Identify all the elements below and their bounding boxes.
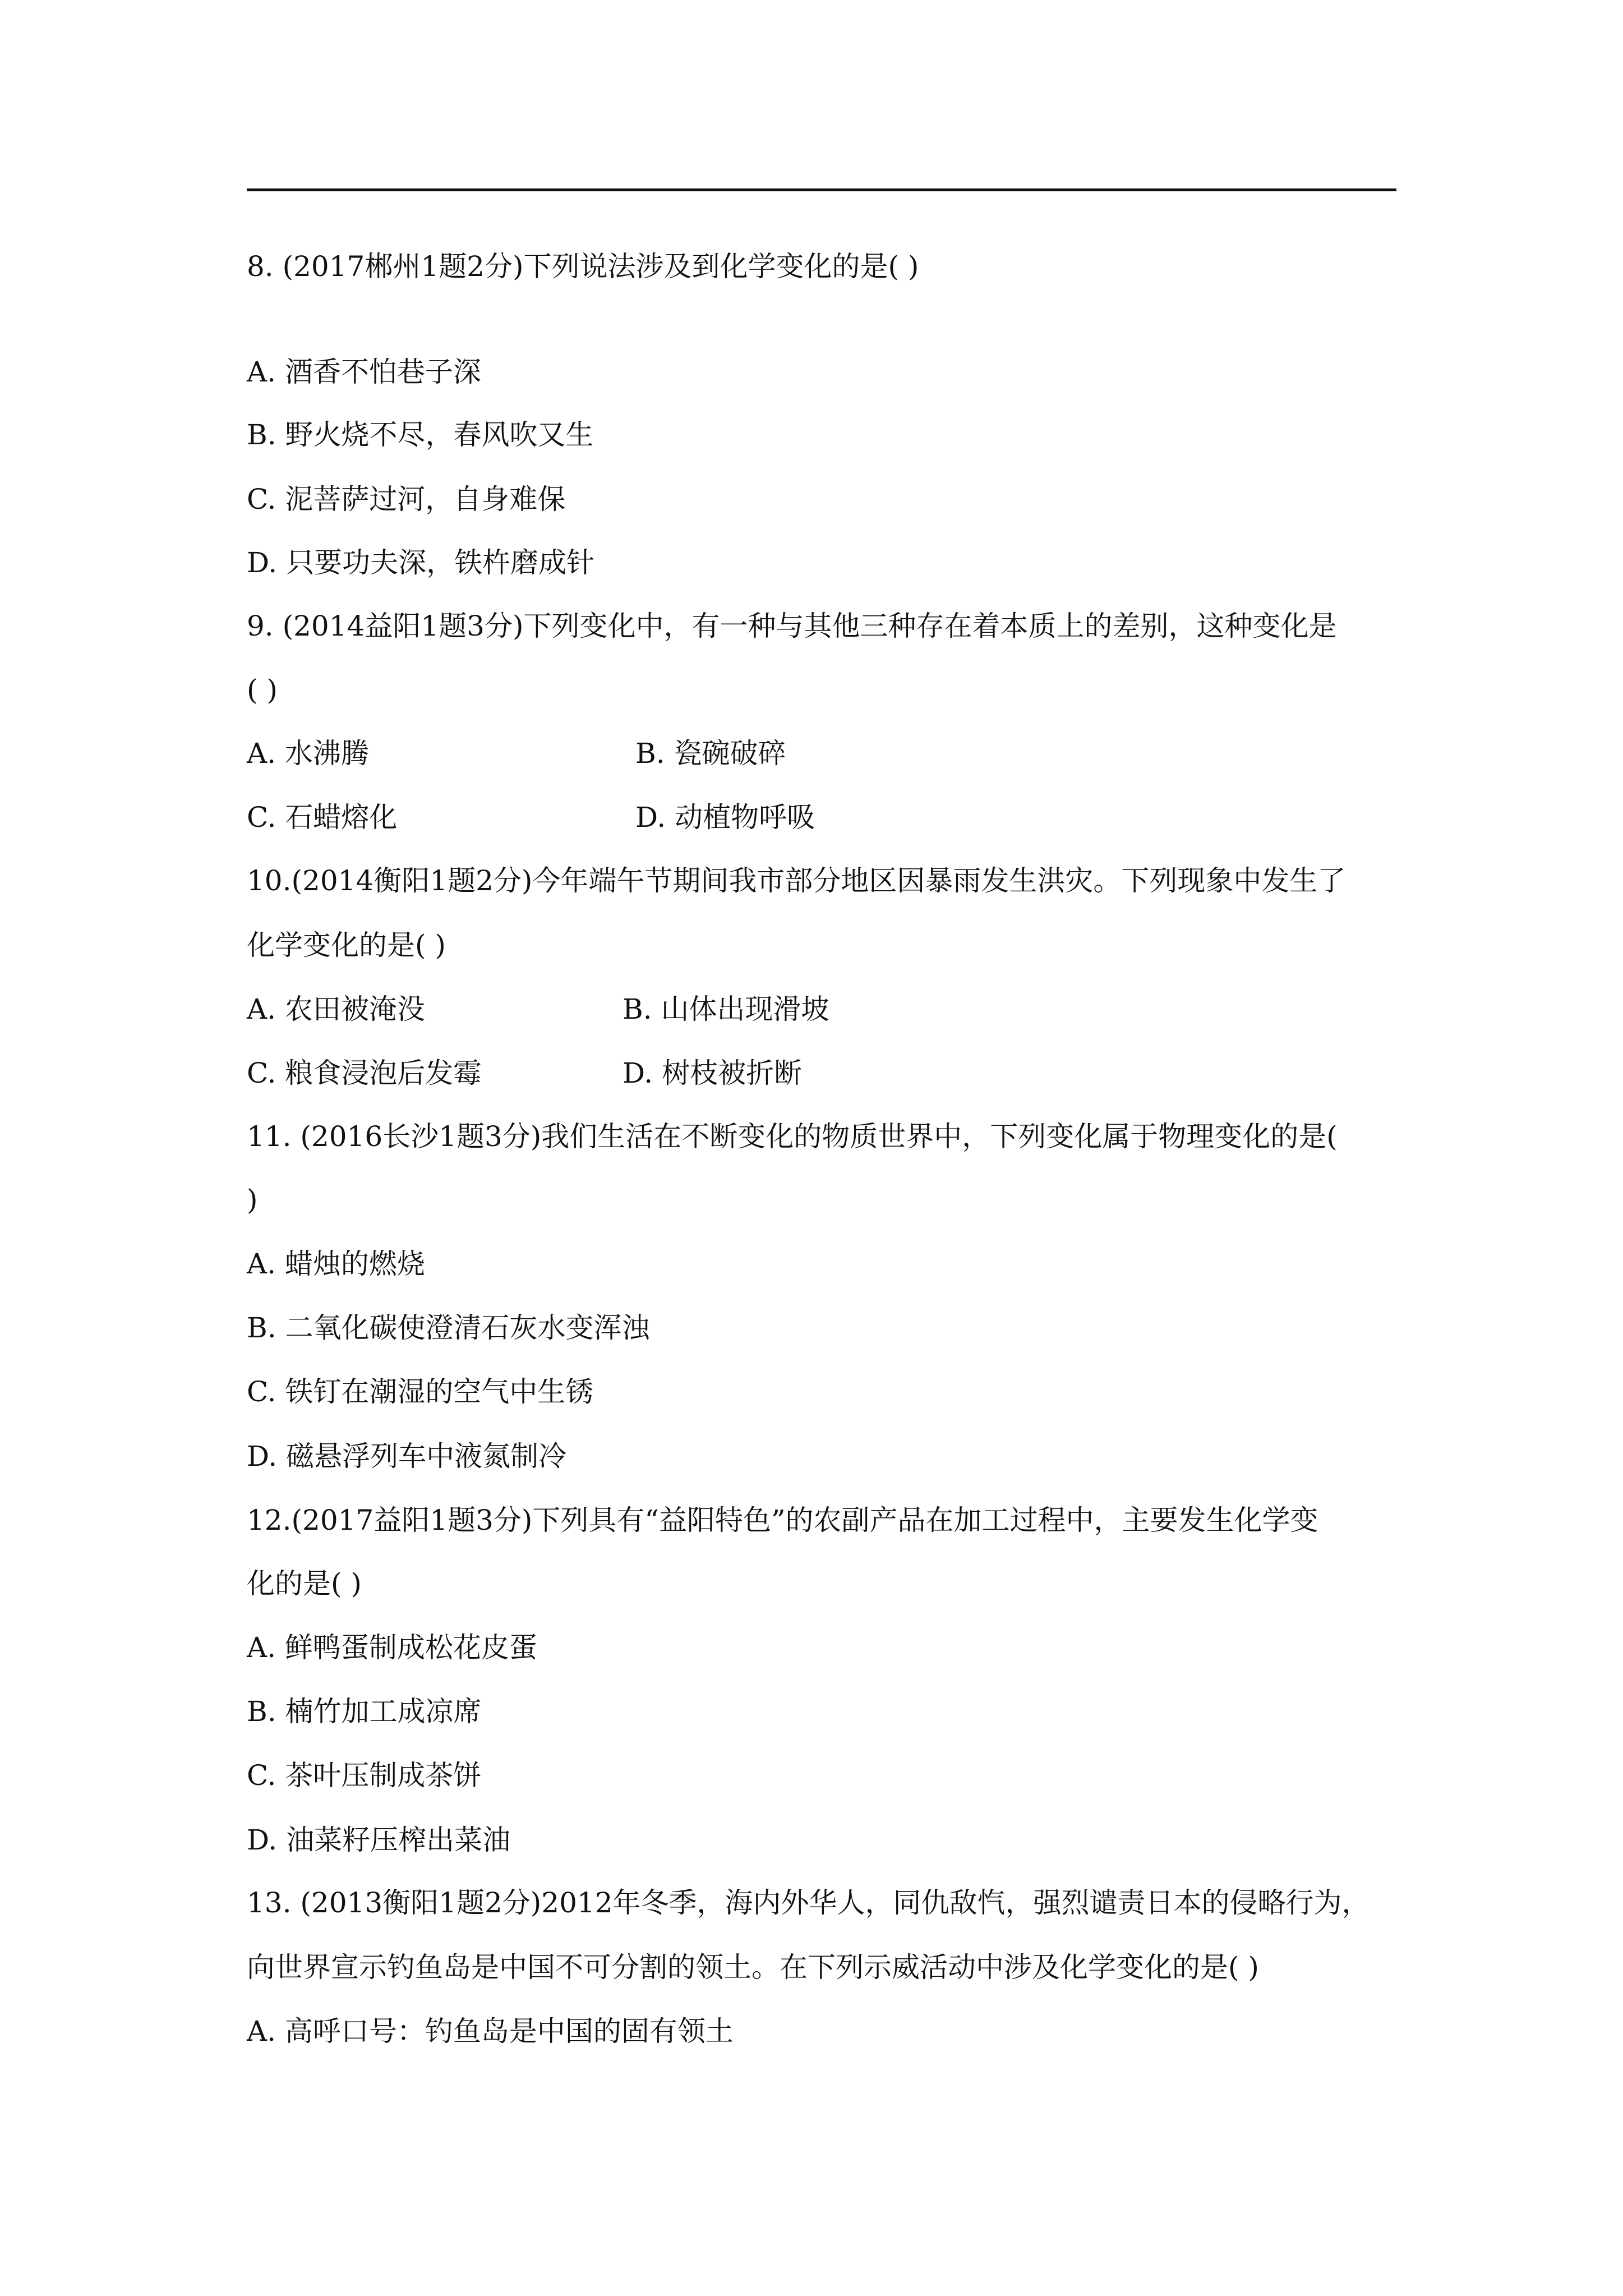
question-12-option-a: A. 鲜鸭蛋制成松花皮蛋	[247, 1631, 537, 1664]
question-12-stem: 12.(2017益阳1题3分)下列具有“益阳特色”的农副产品在加工过程中，主要发生化学变	[247, 1504, 1318, 1536]
question-11-option-c: C. 铁钉在潮湿的空气中生锈	[247, 1375, 594, 1408]
question-12-option-d: D. 油菜籽压榨出菜油	[247, 1824, 511, 1856]
question-8-option-a: A. 酒香不怕巷子深	[247, 356, 481, 388]
question-8-option-d: D. 只要功夫深，铁杵磨成针	[247, 546, 595, 579]
question-10-stem: 10.(2014衡阳1题2分)今年端午节期间我市部分地区因暴雨发生洪灾。下列现象中发生了	[247, 864, 1346, 897]
question-11-option-b: B. 二氧化碳使澄清石灰水变浑浊	[247, 1312, 650, 1344]
question-10-option-c: C. 粮食浸泡后发霉	[247, 1057, 482, 1089]
question-9-stem-cont: ( )	[247, 674, 278, 706]
question-13-stem: 13. (2013衡阳1题2分)2012年冬季，海内外华人，同仇敌忾，强烈谴责日本的侵略行为，	[247, 1887, 1370, 1919]
question-9-option-d: D. 动植物呼吸	[635, 801, 815, 834]
question-13-stem-cont: 向世界宣示钓鱼岛是中国不可分割的领土。在下列示威活动中涉及化学变化的是( )	[247, 1951, 1259, 1984]
question-10-option-d: D. 树枝被折断	[623, 1057, 803, 1089]
question-9-option-a: A. 水沸腾	[247, 737, 369, 770]
question-8-option-b: B. 野火烧不尽，春风吹又生	[247, 418, 594, 451]
question-12-option-b: B. 楠竹加工成凉席	[247, 1695, 482, 1728]
question-11-option-a: A. 蜡烛的燃烧	[247, 1248, 425, 1280]
question-10-option-a: A. 农田被淹没	[247, 993, 425, 1025]
question-12-stem-cont: 化的是( )	[247, 1567, 362, 1600]
question-9-option-c: C. 石蜡熔化	[247, 801, 398, 834]
question-11-stem: 11. (2016长沙1题3分)我们生活在不断变化的物质世界中，下列变化属于物理变化的是(	[247, 1120, 1338, 1153]
question-9-stem: 9. (2014益阳1题3分)下列变化中，有一种与其他三种存在着本质上的差别，这种变化是	[247, 610, 1337, 642]
question-13-option-a: A. 高呼口号：钓鱼岛是中国的固有领土	[247, 2015, 734, 2047]
question-10-stem-cont: 化学变化的是( )	[247, 929, 446, 961]
question-11-option-d: D. 磁悬浮列车中液氮制冷	[247, 1440, 567, 1473]
question-12-option-c: C. 茶叶压制成茶饼	[247, 1759, 482, 1792]
question-11-stem-cont: )	[247, 1184, 258, 1216]
question-8-option-c: C. 泥菩萨过河，自身难保	[247, 483, 566, 516]
question-8-stem: 8. (2017郴州1题2分)下列说法涉及到化学变化的是( )	[247, 250, 919, 283]
question-9-option-b: B. 瓷碗破碎	[635, 737, 786, 770]
question-10-option-b: B. 山体出现滑坡	[623, 993, 829, 1025]
header-rule	[247, 188, 1396, 191]
